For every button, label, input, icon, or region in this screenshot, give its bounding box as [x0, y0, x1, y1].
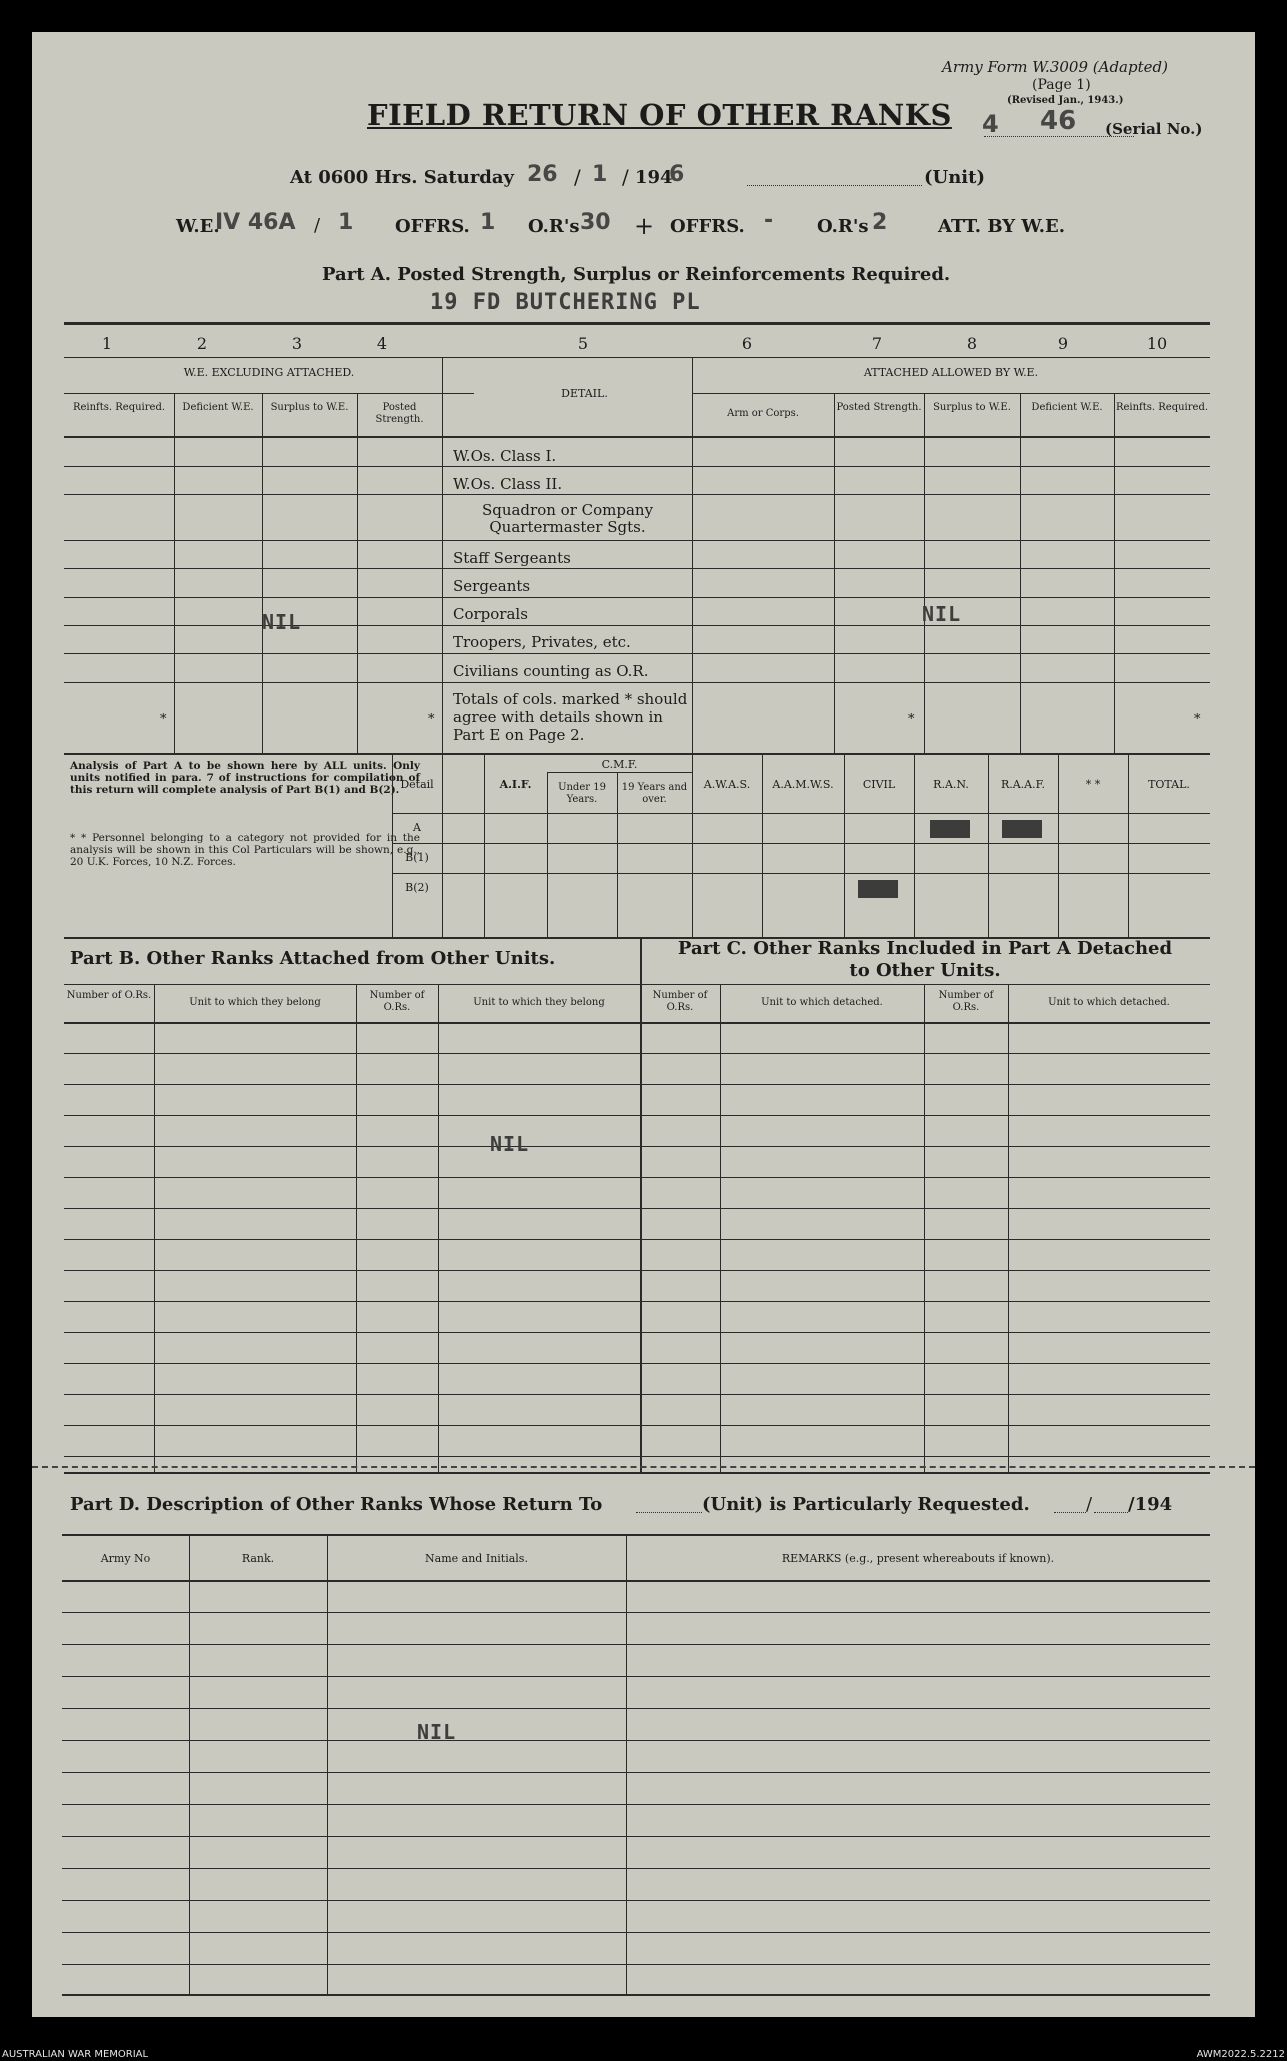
analysis-ran: R.A.N.	[933, 778, 969, 791]
grid-rule	[64, 1239, 1210, 1240]
analysis-stars: * *	[1085, 778, 1101, 791]
grid-rule	[62, 1612, 1210, 1613]
col-surplus-att: Surplus to W.E.	[933, 402, 1011, 413]
offrs-value: 1	[480, 210, 496, 235]
part-c-col-num-1: Number of O.Rs.	[652, 990, 708, 1013]
att-ors-label: O.R's	[817, 216, 869, 237]
row-wo-class-2: W.Os. Class II.	[453, 475, 563, 493]
date-year-prefix: 194	[635, 167, 673, 188]
grid-rule	[64, 1332, 1210, 1333]
ors-value: 30	[580, 210, 611, 235]
grid-rule	[64, 1115, 1210, 1116]
analysis-awas: A.W.A.S.	[703, 778, 751, 791]
col-reinfts-required-att: Reinfts. Required.	[1115, 402, 1209, 413]
page-title: FIELD RETURN OF OTHER RANKS	[367, 98, 952, 132]
grid-rule	[64, 1177, 1210, 1178]
col-deficient: Deficient W.E.	[182, 402, 254, 413]
part-b-heading: Part B. Other Ranks Attached from Other Units.	[70, 948, 556, 969]
analysis-row-a: A	[413, 821, 421, 834]
att-label: ATT. BY W.E.	[938, 216, 1066, 237]
unit-dots	[747, 185, 922, 186]
redaction-ran-a	[930, 820, 970, 838]
analysis-aif: A.I.F.	[499, 778, 532, 791]
row-totals: Totals of cols. marked * should agree with details shown in Part E on Page 2.	[453, 690, 688, 744]
grid-rule	[64, 1301, 1210, 1302]
we-label: W.E.	[176, 216, 220, 237]
col-reinfts-required: Reinfts. Required.	[72, 402, 166, 413]
grid-rule	[64, 1084, 1210, 1085]
date-year-digit: 6	[669, 162, 685, 187]
unit-stamp: 19 FD BUTCHERING PL	[430, 290, 701, 315]
at-label: At 0600 Hrs. Saturday	[290, 167, 515, 188]
redaction-raaf-a	[1002, 820, 1042, 838]
grid-rule	[62, 1644, 1210, 1645]
grid-rule	[64, 1270, 1210, 1271]
row-wo-class-1: W.Os. Class I.	[453, 447, 557, 465]
analysis-raaf: R.A.A.F.	[1000, 778, 1046, 791]
nil-stamp-right: NIL	[922, 602, 962, 626]
grid-rule	[64, 1425, 1210, 1426]
star-1: *	[160, 712, 167, 727]
part-d-unit: (Unit) is Particularly Requested.	[702, 1494, 1030, 1515]
analysis-row-b2: B(2)	[405, 881, 429, 894]
plus-sign: +	[634, 212, 655, 240]
part-d-heading: Part D. Description of Other Ranks Whose Return To	[70, 1494, 603, 1515]
grid-rule	[64, 1394, 1210, 1395]
row-corporals: Corporals	[453, 605, 528, 623]
nil-stamp-part-b: NIL	[490, 1132, 530, 1156]
star-7: *	[908, 712, 915, 727]
grid-rule	[62, 1740, 1210, 1741]
ors-label: O.R's	[528, 216, 580, 237]
part-d-col-army-no: Army No	[100, 1552, 151, 1565]
part-a-heading: Part A. Posted Strength, Surplus or Reinforcements Required.	[322, 264, 951, 285]
grid-rule	[64, 1363, 1210, 1364]
grid-rule	[62, 1772, 1210, 1773]
grid-rule	[62, 1676, 1210, 1677]
part-d-col-rank: Rank.	[241, 1552, 275, 1565]
nil-stamp-part-d: NIL	[417, 1720, 457, 1744]
analysis-over-19: 19 Years and over.	[621, 782, 688, 805]
row-civilians: Civilians counting as O.R.	[453, 662, 649, 680]
date-day: 26	[527, 162, 558, 187]
footer-reference: AWM2022.5.2212	[1196, 2049, 1285, 2060]
grid-rule	[64, 1456, 1210, 1457]
grid-rule	[64, 1146, 1210, 1147]
offrs-label: OFFRS.	[395, 216, 470, 237]
grid-rule	[64, 1053, 1210, 1054]
footer-credit: AUSTRALIAN WAR MEMORIAL	[2, 2049, 149, 2060]
star-4: *	[428, 712, 435, 727]
we-value: IV 46A	[215, 210, 296, 235]
analysis-row-b1: B(1)	[405, 851, 429, 864]
serial-label: (Serial No.)	[1105, 120, 1203, 138]
right-group-header: ATTACHED ALLOWED BY W.E.	[863, 366, 1039, 379]
form-name: Army Form W.3009 (Adapted)	[942, 58, 1168, 76]
form-revised: (Revised Jan., 1943.)	[1007, 95, 1124, 106]
analysis-civil: CIVIL	[862, 778, 896, 791]
we-sub: 1	[338, 210, 354, 235]
analysis-note-2: * * Personnel belonging to a category not provided for in the analysis will be shown in this Col Particulars will be shown, e.g., 20 U.K. Forces, 10 N.Z. Forces.	[70, 832, 420, 868]
col-posted-strength-att: Posted Strength.	[836, 402, 922, 413]
unit-label: (Unit)	[924, 167, 985, 188]
grid-rule	[64, 1208, 1210, 1209]
part-b-col-unit-2: Unit to which they belong	[473, 997, 605, 1008]
analysis-total: TOTAL.	[1148, 778, 1190, 791]
row-qm-sgts: Squadron or Company Quartermaster Sgts.	[481, 501, 654, 536]
detail-header: DETAIL.	[561, 387, 608, 400]
part-c-col-unit-2: Unit to which detached.	[1048, 997, 1170, 1008]
part-c-heading-2: to Other Units.	[849, 960, 1001, 981]
grid-rule	[62, 1836, 1210, 1837]
grid-rule	[62, 1900, 1210, 1901]
analysis-note-1: Analysis of Part A to be shown here by ALL units. Only units notified in para. 7 of instructions for compilation of this return will complete analysis of Part B(1) and B(2).	[70, 760, 420, 796]
col-deficient-att: Deficient W.E.	[1031, 402, 1103, 413]
grid-rule	[62, 1932, 1210, 1933]
tear-line	[32, 1466, 1255, 1468]
att-ors-value: 2	[872, 210, 888, 235]
part-d-date: /194	[1128, 1494, 1173, 1515]
part-b-col-unit-1: Unit to which they belong	[189, 997, 321, 1008]
grid-rule	[62, 1804, 1210, 1805]
att-offrs-label: OFFRS.	[670, 216, 745, 237]
part-d-col-name: Name and Initials.	[425, 1552, 528, 1565]
row-troopers: Troopers, Privates, etc.	[453, 633, 631, 651]
col-posted-strength: Posted Strength.	[375, 402, 424, 425]
analysis-detail-header: Detail	[400, 778, 434, 791]
row-staff-sergeants: Staff Sergeants	[453, 549, 571, 567]
left-group-header: W.E. EXCLUDING ATTACHED.	[183, 366, 355, 379]
col-arm-or-corps: Arm or Corps.	[727, 408, 799, 419]
analysis-cmf: C.M.F.	[601, 758, 638, 771]
serial-value: 46	[1040, 106, 1077, 136]
form-page: (Page 1)	[1032, 77, 1091, 93]
star-10: *	[1194, 712, 1201, 727]
part-b-col-num-2: Number of O.Rs.	[369, 990, 425, 1013]
nil-stamp-left: NIL	[262, 610, 302, 634]
date-month: 1	[592, 162, 608, 187]
analysis-under-19: Under 19 Years.	[558, 782, 606, 805]
grid-rule	[62, 1868, 1210, 1869]
att-offrs-value: -	[764, 208, 774, 233]
part-c-col-unit-1: Unit to which detached.	[761, 997, 883, 1008]
grid-rule	[62, 1964, 1210, 1965]
part-c-heading-1: Part C. Other Ranks Included in Part A Detached	[677, 938, 1173, 959]
form-sheet: Army Form W.3009 (Adapted) (Page 1) (Revised Jan., 1943.) FIELD RETURN OF OTHER RANKS 4 46 (Serial No.) At 0600 Hrs. Saturday 26 / 1 / 194 6 (Unit) W.E. IV 46A / 1 OFFRS. 1 O.R's 30 + OFFRS. - O.R's 2 ATT. BY W.E. Part A. Posted Strength, Surplus or Reinforcements Required. 19 FD BUTCHERING PL 1 2 3 4 5 6 7 8 9 10 W.E. EXCLUDING ATTACHED. ATTACHED ALLOWED BY W.E. DETAIL. Reinfts. Required. Deficient W.E. Surplus to W.E. Posted Strength. Arm or Corps. Posted Strength. Surplus to W.E. Deficient W.E. Reinfts. Required. W.Os. Class I. W.Os. Class II. Squadron or Company Quartermaster Sgts. Staff Sergeants Sergeants Corporals Troopers, Privates, etc. Civilians counting as O.R. Totals of cols. marked * should agree with details shown in Part E on Page 2. * * * * NIL NIL Analysis of Part A to be shown here by ALL units. Only units notified in para. 7 of instructions for compilation of this return will complete analysis of Part B(1) and B(2). * * Personnel belonging to a category not provided for in the analysis will be shown in this Col Particulars will be shown, e.g., 20 U.K. Forces, 10 N.Z. Forces. Detail A.I.F. C.M.F. Under 19 Years. 19 Years and over. A.W.A.S. A.A.M.W.S. CIVIL R.A.N. R.A.A.F. * * TOTAL. A B(1) B(2) Part B. Other Ranks Attached from Other Units. Part C. Other Ranks Included in Part A Detached to Other Units. Number of O.Rs. Unit to which they belong Number of O.Rs. Unit to which they belong Number of O.Rs. Unit to which detached. Number of O.Rs. Unit to which detached. NIL Part D. Description of Other Ranks Whose Return To (Unit) is Particularly Requested. / /194 Army No Rank. Name and Initials. REMARKS (e.g., present whereabouts if known). NIL	[32, 32, 1255, 2017]
grid-rule	[62, 1708, 1210, 1709]
serial-prefix: 4	[982, 110, 999, 138]
part-c-col-num-2: Number of O.Rs.	[938, 990, 994, 1013]
part-b-col-num-1: Number of O.Rs.	[66, 990, 152, 1001]
col-surplus: Surplus to W.E.	[270, 402, 349, 413]
part-d-col-remarks: REMARKS (e.g., present whereabouts if known).	[781, 1552, 1055, 1565]
row-sergeants: Sergeants	[453, 577, 531, 595]
redaction-civil-b2	[858, 880, 898, 898]
analysis-aamws: A.A.M.W.S.	[772, 778, 834, 791]
